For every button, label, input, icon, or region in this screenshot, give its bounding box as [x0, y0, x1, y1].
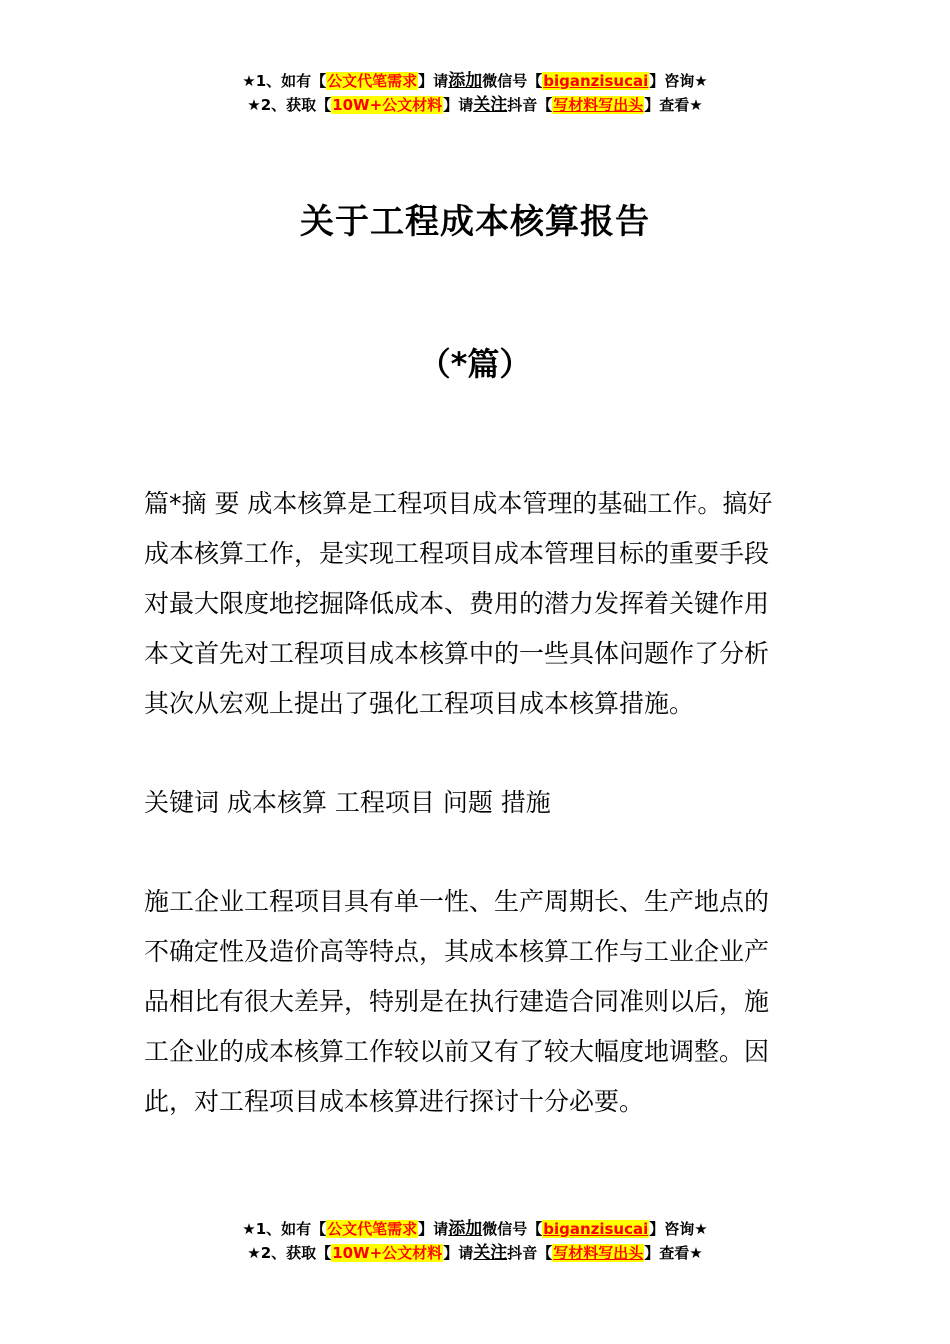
keywords-text: 关键词 成本核算 工程项目 问题 措施	[144, 788, 551, 817]
promo-text: ★1、如有【	[242, 72, 327, 90]
paragraph-line: 此，对工程项目成本核算进行探讨十分必要。	[144, 1087, 645, 1116]
paragraph-line: 品相比有很大差异，特别是在执行建造合同准则以后，施	[144, 987, 770, 1016]
promo-highlight: 公文代笔需求	[327, 1220, 418, 1238]
paragraph-line: 不确定性及造价高等特点，其成本核算工作与工业企业产	[144, 937, 770, 966]
promo-highlight-douyin-id: 写材料写出头	[553, 1244, 644, 1262]
promo-emphasis: 关注	[473, 95, 508, 115]
promo-text: 】查看★	[644, 1244, 703, 1262]
promo-text: 微信号【	[482, 1220, 543, 1238]
promo-line-1	[0, 1217, 950, 1241]
promo-text: 】查看★	[644, 96, 703, 114]
paragraph-line: 篇*摘 要 成本核算是工程项目成本管理的基础工作。搞好	[144, 489, 773, 518]
document-subtitle: （*篇）	[418, 345, 532, 383]
paragraph-line: 对最大限度地挖掘降低成本、费用的潜力发挥着关键作用	[144, 589, 770, 618]
promo-text: 】请	[418, 72, 449, 90]
keywords-line	[144, 778, 808, 828]
promo-emphasis: 添加	[448, 71, 483, 91]
promo-text: ★2、获取【	[247, 96, 332, 114]
promo-highlight-wechat-id: biganzisucai	[543, 1220, 649, 1238]
promo-text: 抖音【	[507, 1244, 553, 1262]
body-paragraph	[144, 877, 808, 1127]
promo-banner-top	[0, 69, 950, 117]
promo-text: 】咨询★	[649, 72, 708, 90]
promo-emphasis: 添加	[448, 1219, 483, 1239]
promo-emphasis: 关注	[473, 1243, 508, 1263]
paragraph-line: 成本核算工作，是实现工程项目成本管理目标的重要手段	[144, 539, 770, 568]
abstract-paragraph	[144, 479, 808, 729]
promo-text: 抖音【	[507, 96, 553, 114]
promo-highlight: 10W+公文材料	[332, 96, 443, 114]
promo-text: 】请	[418, 1220, 449, 1238]
promo-highlight-douyin-id: 写材料写出头	[553, 96, 644, 114]
promo-text: 微信号【	[482, 72, 543, 90]
promo-line-2	[0, 93, 950, 117]
promo-highlight: 10W+公文材料	[332, 1244, 443, 1262]
paragraph-line: 本文首先对工程项目成本核算中的一些具体问题作了分析	[144, 639, 770, 668]
promo-banner-bottom	[0, 1217, 950, 1265]
paragraph-line: 其次从宏观上提出了强化工程项目成本核算措施。	[144, 689, 695, 718]
promo-text: 】请	[443, 96, 474, 114]
paragraph-line: 施工企业工程项目具有单一性、生产周期长、生产地点的	[144, 887, 770, 916]
paragraph-line: 工企业的成本核算工作较以前又有了较大幅度地调整。因	[144, 1037, 770, 1066]
promo-line-2	[0, 1241, 950, 1265]
promo-text: 】请	[443, 1244, 474, 1262]
promo-highlight-wechat-id: biganzisucai	[543, 72, 649, 90]
document-title: 关于工程成本核算报告	[300, 202, 650, 242]
promo-highlight: 公文代笔需求	[327, 72, 418, 90]
promo-text: 】咨询★	[649, 1220, 708, 1238]
promo-text: ★2、获取【	[247, 1244, 332, 1262]
promo-text: ★1、如有【	[242, 1220, 327, 1238]
promo-line-1	[0, 69, 950, 93]
